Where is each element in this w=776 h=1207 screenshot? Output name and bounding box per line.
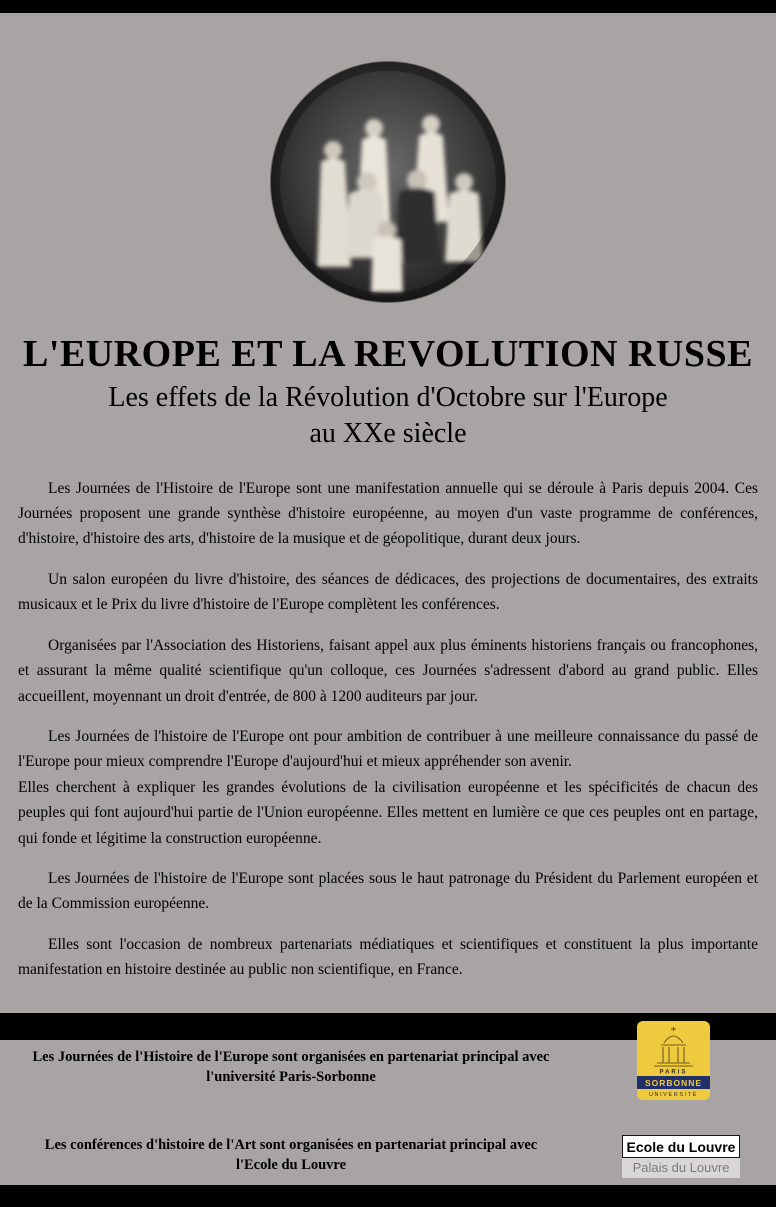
page-title: L'EUROPE ET LA REVOLUTION RUSSE [23,333,753,375]
body-paragraph: Organisées par l'Association des Historiens, faisant appel aux plus éminents historiens français ou francophones, et assurant la même qualité scientifique qu'un colloque, ces Journées s'adressent d'abord au grand public. Elles accueillent, moyennant un droit d'entrée, de 800 à 1200 auditeurs par jour. [18,636,758,705]
sorbonne-logo-type: UNIVERSITÉ [648,1092,699,1098]
ecole-du-louvre-label: Ecole du Louvre [622,1135,740,1158]
partner-sorbonne-line2: l'université Paris-Sorbonne [206,1069,376,1086]
palais-du-louvre-label: Palais du Louvre [622,1158,740,1178]
body-paragraph: Les Journées de l'histoire de l'Europe sont placées sous le haut patronage du Président du Parlement européen et de la Commission européenne. [18,869,758,913]
body-paragraph: Elles sont l'occasion de nombreux partenariats médiatiques et scientifiques et constituent la plus importante manifestation en histoire destinée au public non scientifique, en France. [18,935,758,979]
ecole-du-louvre-logo [622,1135,740,1178]
sorbonne-logo-city: PARIS [659,1069,688,1076]
sorbonne-logo-graphic [637,1021,710,1100]
subtitle-line2: au XXe siècle [309,417,467,449]
partner-note-louvre [8,1135,574,1176]
bottom-border-bar [0,1185,776,1207]
sorbonne-logo-name: SORBONNE [644,1077,703,1088]
imperial-family-photo [271,62,505,302]
subtitle-line1: Les effets de la Révolution d'Octobre sur l'Europe [108,382,668,413]
body-paragraph: Les Journées de l'Histoire de l'Europe sont une manifestation annuelle qui se déroule à Paris depuis 2004. Ces Journées proposent une grande synthèse d'histoire européenne, au moyen d'un vaste programme de conférences, d'histoire, d'histoire des arts, d'histoire de la musique et de géopolitique, durant deux jours. [18,479,758,548]
body-paragraph: Un salon européen du livre d'histoire, des séances de dédicaces, des projections de documentaires, des extraits musicaux et le Prix du livre d'histoire de l'Europe complètent les conférences. [18,570,758,614]
partner-sorbonne-line1: Les Journées de l'Histoire de l'Europe sont organisées en partenariat principal avec [32,1049,550,1065]
family-portrait-graphic [271,62,505,302]
partner-louvre-line2: l'Ecole du Louvre [235,1157,347,1174]
body-text [18,476,758,983]
partner-louvre-line1: Les conférences d'histoire de l'Art sont organisées en partenariat principal avec [44,1137,538,1153]
paris-sorbonne-logo [637,1021,710,1100]
page-subtitle [0,380,776,452]
body-paragraph: Les Journées de l'histoire de l'Europe ont pour ambition de contribuer à une meilleure connaissance du passé de l'Europe pour mieux comprendre l'Europe d'aujourd'hui et mieux appréhender son avenir. [18,727,758,771]
body-paragraph: Elles cherchent à expliquer les grandes évolutions de la civilisation européenne et les spécificités de chacun des peuples qui font aujourd'hui partie de l'Union européenne. Elles mettent en lumière ce que ces peuples ont en partage, qui fonde et légitime la construction européenne. [18,778,758,847]
partner-note-sorbonne [8,1047,574,1088]
top-border-bar [0,0,776,13]
